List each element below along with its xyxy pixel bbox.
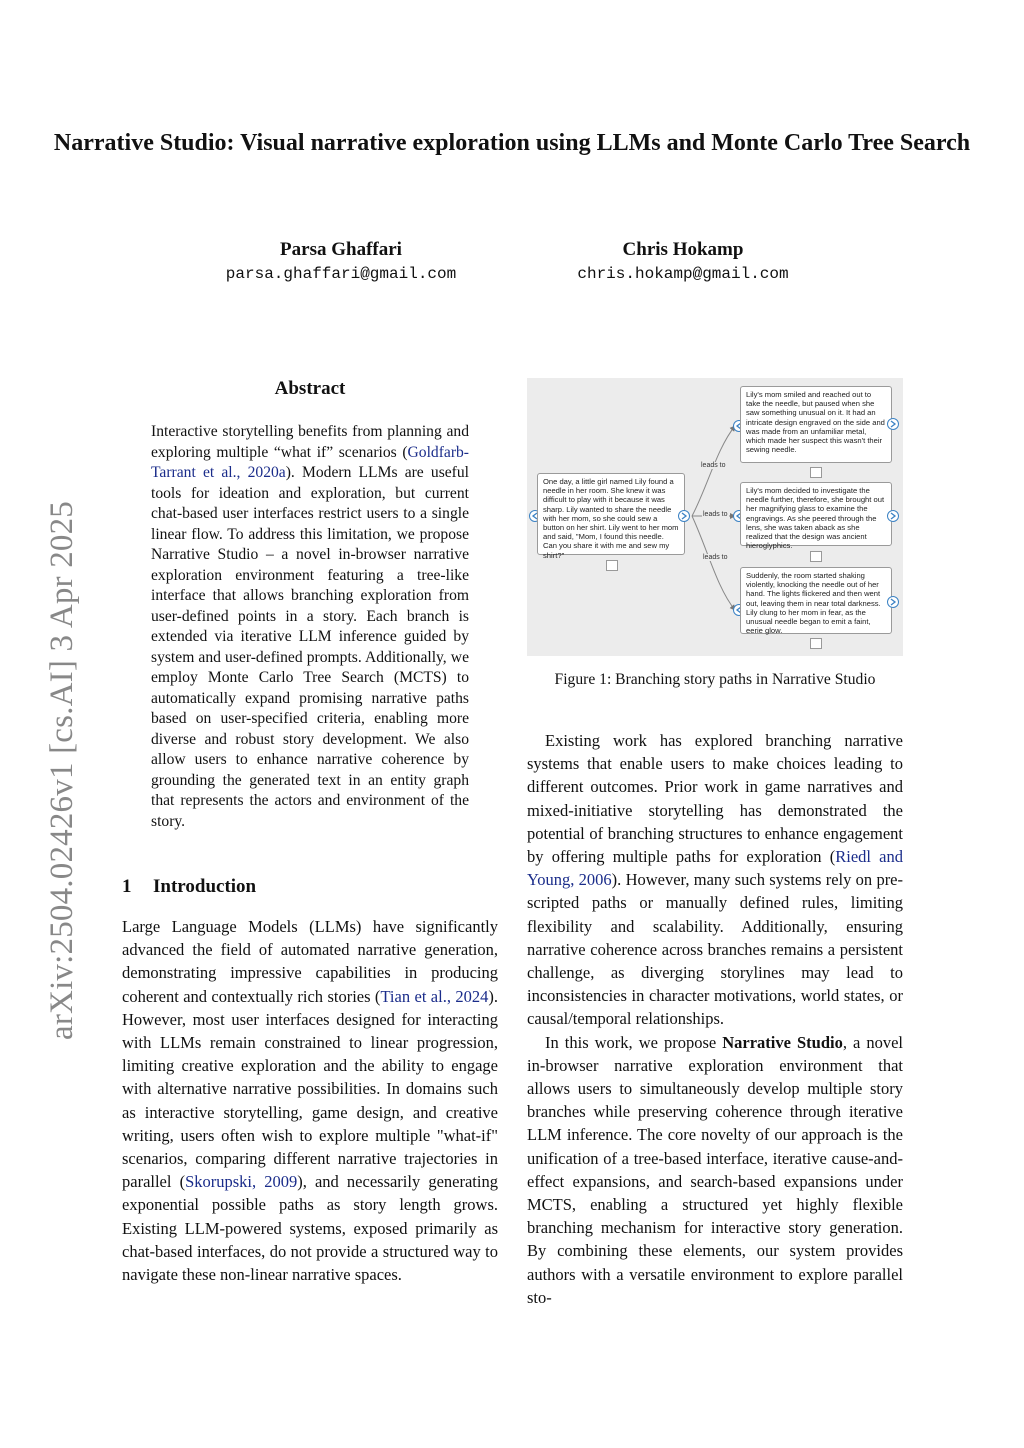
intro-paragraph-2: Existing work has explored branching narrative systems that enable users to make choices leading to different outcomes. Prior work in game narratives and mixed-initiative storytelling has demonstrated the potential of branching structures to enhance engagement by offering multiple paths for exploration (Riedl and Young, 2006). However, many such systems rely on pre-scripted paths or manually defined rules, limiting flexibility and scalability. Additionally, ensuring narrative coherence across branches remains a persistent challenge, as diverging storylines may lead to inconsistencies in character motivations, world states, or causal/temporal relationships. [527,731,904,1029]
magnify-icon[interactable] [810,467,822,478]
author-name: Chris Hokamp [622,239,744,260]
expand-right-icon[interactable] [678,510,690,522]
citation-link[interactable]: Skorupski, 2009 [185,1172,298,1192]
abstract-heading: Abstract [274,378,346,399]
arxiv-identifier: arXiv:2504.02426v1 [cs.AI] 3 Apr 2025 [44,501,80,1040]
section-heading: 1 Introduction [122,876,257,897]
figure-story-tree [527,378,903,656]
edge-label: leads to [703,511,728,518]
author-1 [191,238,491,286]
edge-label: leads to [701,462,726,469]
author-2 [533,238,833,286]
magnify-icon[interactable] [606,560,618,571]
citation-link[interactable]: Goldfarb-Tarrant et al., 2020a [151,443,469,481]
child-story-node-1[interactable]: Lily's mom smiled and reached out to take the needle, but paused when she saw something unusual on it. It had an intricate design engraved on the side and was made from an unfamiliar metal, which made her suspect this wasn't their sewing needle. [740,386,892,463]
figure-caption: Figure 1: Branching story paths in Narrative Studio [554,671,876,688]
paper-title: Narrative Studio: Visual narrative exploration using LLMs and Monte Carlo Tree Search [53,130,971,156]
intro-paragraph-1: Large Language Models (LLMs) have significantly advanced the field of automated narrative generation, demonstrating impressive capabilities in producing coherent and contextually rich stories (Tian et al., 2024). However, most user interfaces designed for interacting with LLMs remain constrained to linear progression, limiting creative exploration and the ability to engage with alternative narrative possibilities. In domains such as interactive storytelling, game design, and creative writing, users often wish to explore multiple "what-if" scenarios, comparing different narrative trajectories in parallel (Skorupski, 2009), and necessarily generating exponential possible paths as story length grows. Existing LLM-powered systems, exposed primarily as chat-based interfaces, do not provide a structured way to navigate these non-linear narrative spaces. [122,917,498,1285]
expand-right-icon[interactable] [887,596,899,608]
intro-paragraph-3: In this work, we propose Narrative Studio, a novel in-browser narrative exploration environment that allows users to simultaneously develop multiple story branches while preserving coherence through iterative LLM inference. The core novelty of our approach is the unification of a tree-based interface, iterative cause-and-effect expansions, and search-based expansions under MCTS, enabling a structured yet highly flexible branching mechanism for interactive story generation. By combining these elements, our system provides authors with a versatile environment to explore parallel sto- [527,1032,904,1307]
child-story-node-3[interactable]: Suddenly, the room started shaking violently, knocking the needle out of her hand. The lights flickered and then went out, leaving them in near total darkness. Lily clung to her mom in fear, as the unusual needle began to emit a faint, eerie glow. [740,567,892,634]
magnify-icon[interactable] [810,638,822,649]
abstract-text: Interactive storytelling benefits from planning and exploring multiple “what if” scenarios (Goldfarb-Tarrant et al., 2020a). Modern LLMs are useful tools for ideation and exploration, but current chat-based user interfaces restrict users to a single linear flow. To address this limitation, we propose Narrative Studio – a novel in-browser narrative exploration environment featuring a tree-like interface that allows branching exploration from user-defined points in a story. Each branch is extended via iterative LLM inference guided by system and user-defined prompts. Additionally, we employ Monte Carlo Tree Search (MCTS) to automatically expand promising narrative paths based on user-specified criteria, enabling more diverse and robust story development. We also allow users to enhance narrative coherence by grounding the generated text in an entity graph that represents the actors and environment of the story. [151,423,470,830]
expand-right-icon[interactable] [887,418,899,430]
root-story-node[interactable]: One day, a little girl named Lily found a needle in her room. She knew it was difficult to play with it because it was sharp. Lily wanted to share the needle with her mom, so she could sew a button on her shirt. Lily went to her mom and said, "Mom, I found this needle. Can you share it with me and sew my shirt?" [537,473,685,555]
citation-link[interactable]: Riedl and Young, 2006 [527,847,904,890]
author-name: Parsa Ghaffari [280,239,402,260]
child-story-node-2[interactable]: Lily's mom decided to investigate the needle further, therefore, she brought out her magnifying glass to examine the engravings. As she peered through the lens, she was taken aback as she realized that the design was ancient hieroglyphics. [740,482,892,546]
author-email: parsa.ghaffari@gmail.com [225,265,457,283]
edge-label: leads to [703,554,728,561]
author-email: chris.hokamp@gmail.com [577,265,789,283]
right-column [527,729,903,1309]
expand-right-icon[interactable] [887,510,899,522]
magnify-icon[interactable] [810,551,822,562]
citation-link[interactable]: Tian et al., 2024 [380,986,489,1006]
